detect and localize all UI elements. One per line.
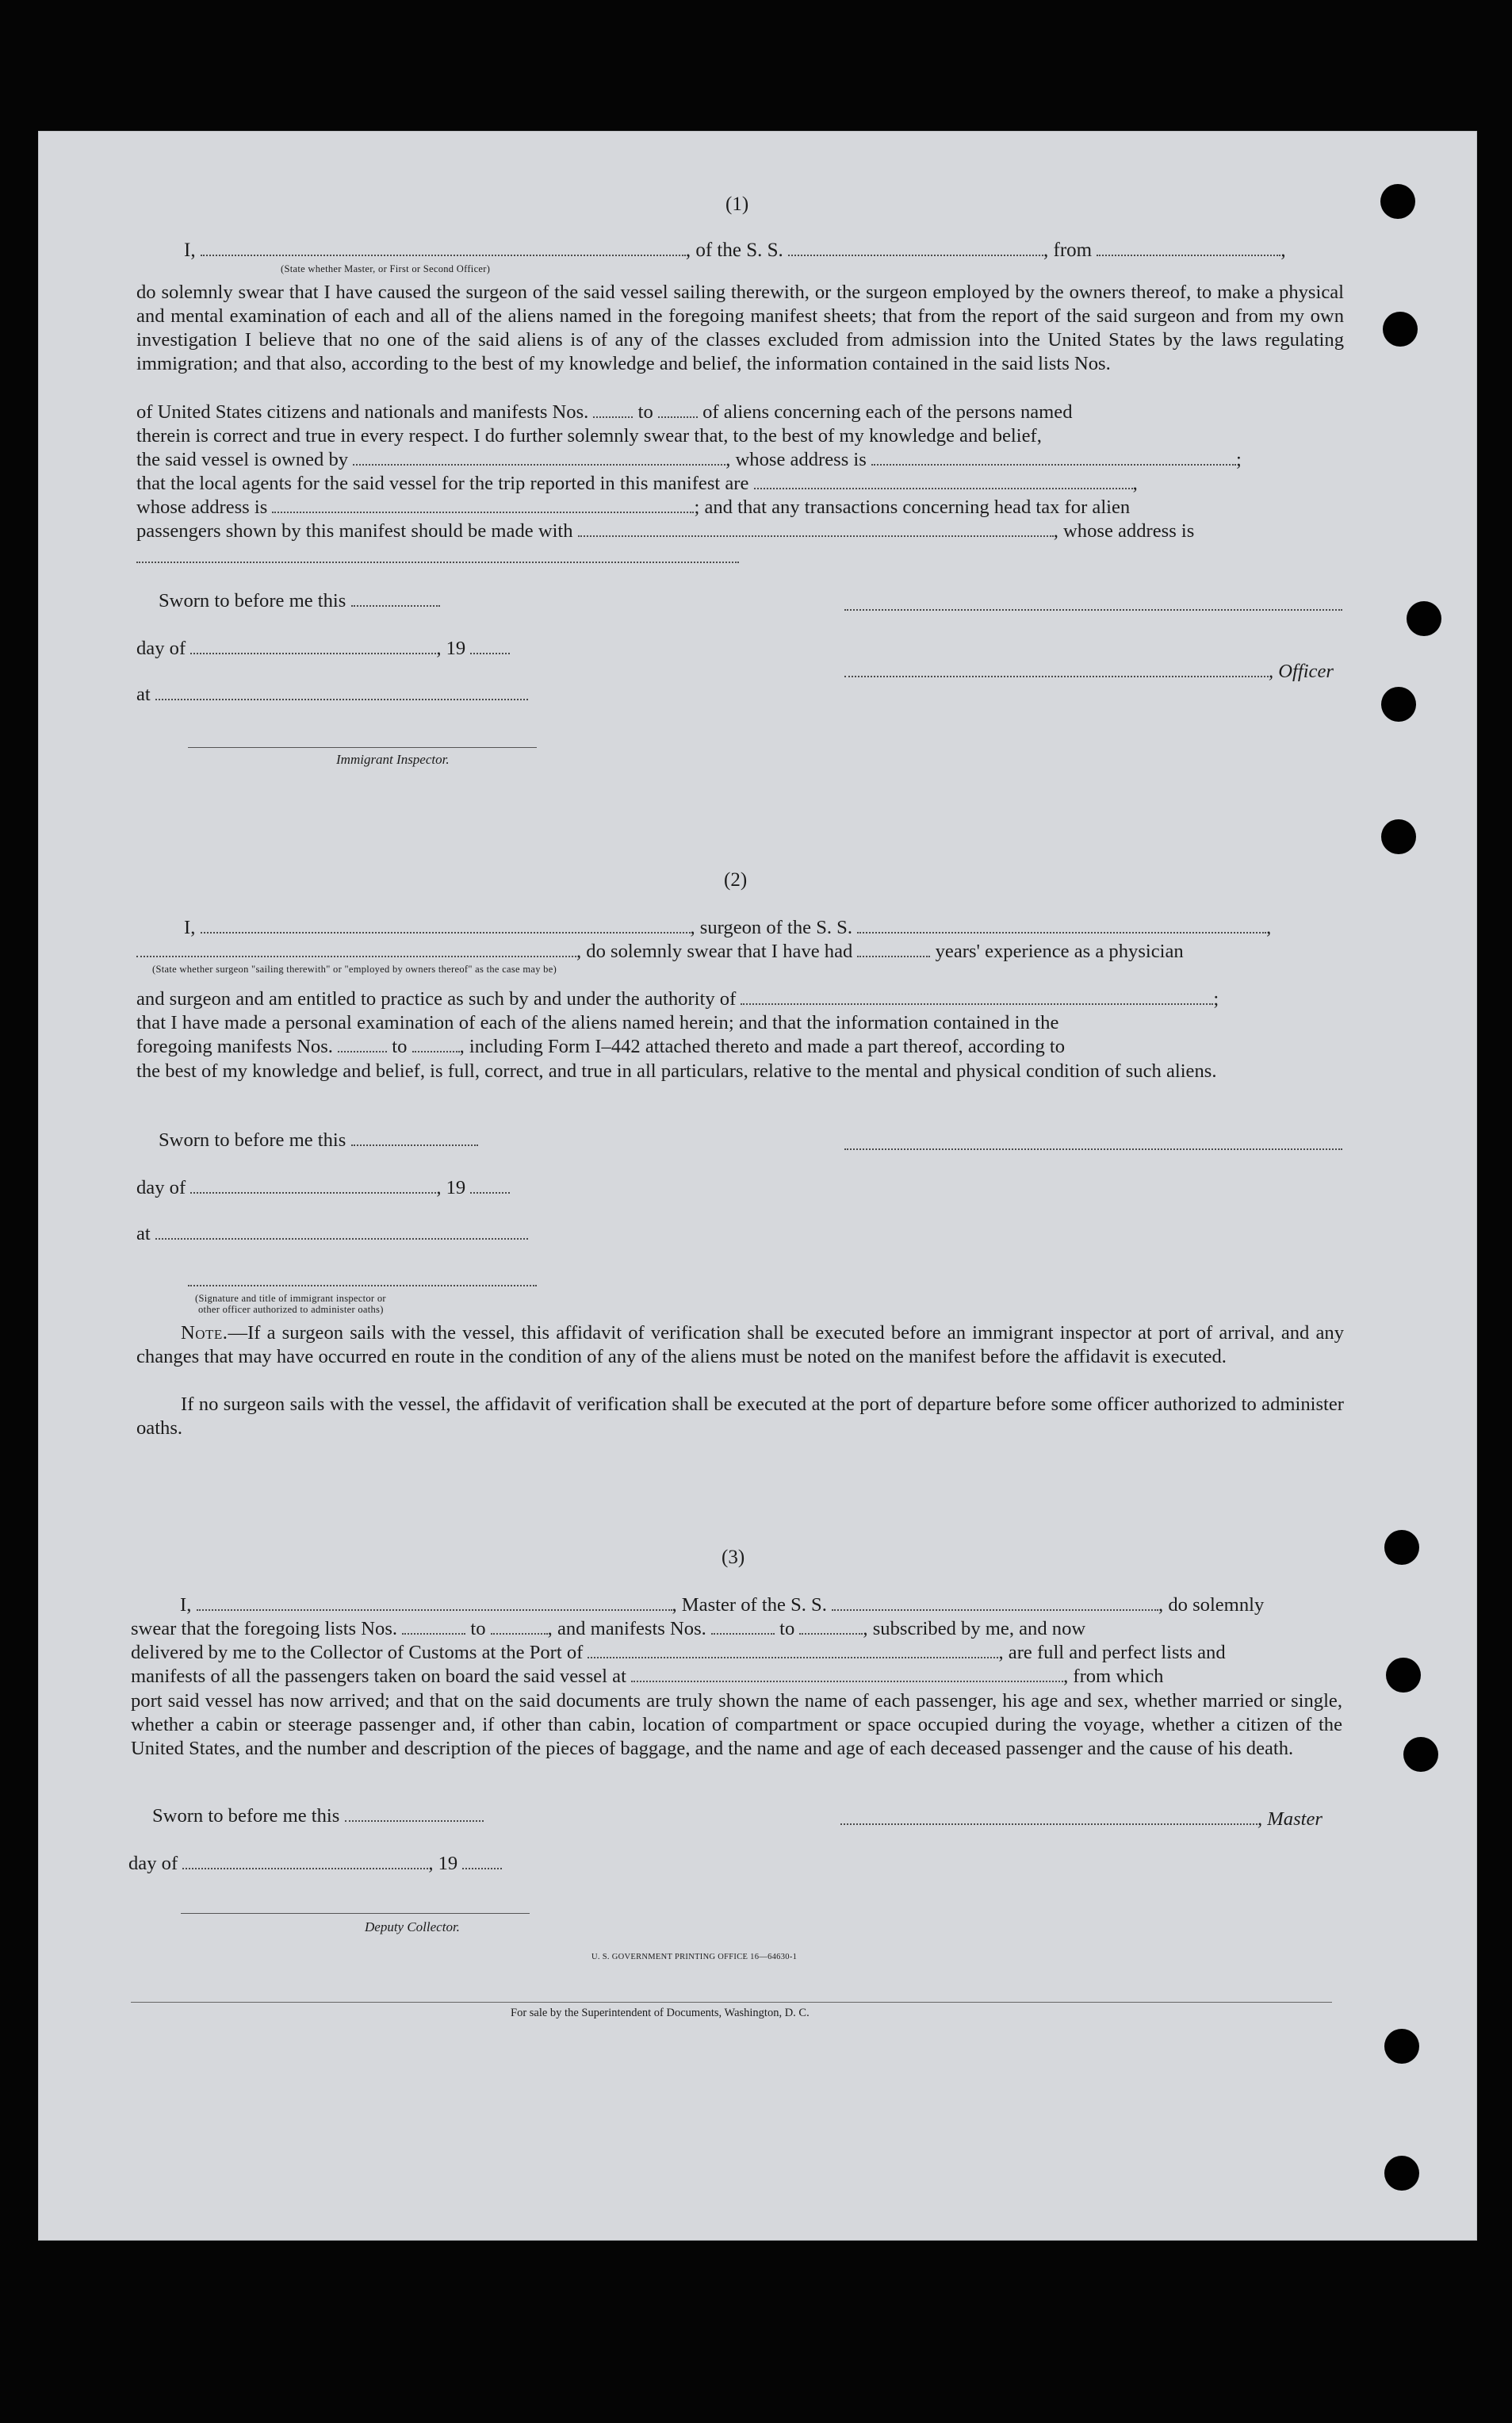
officer-label: , Officer — [1269, 661, 1334, 682]
arrival-port-field[interactable] — [588, 1657, 998, 1658]
examination-line: that I have made a personal examination of each of the aliens named herein; and that the information contained in the — [136, 1012, 1059, 1033]
to-label: to — [779, 1618, 795, 1639]
swear-label: , do solemnly swear that I have had — [576, 941, 853, 962]
to-label: to — [637, 401, 653, 423]
section-3-boarded-line — [131, 1666, 1163, 1688]
sworn-label: Sworn to before me this — [159, 590, 346, 612]
note-label: Note. — [181, 1322, 228, 1344]
owned-by-label: the said vessel is owned by — [136, 449, 349, 470]
belief-text: the best of my knowledge and belief, is full, correct, and true in all particulars, relative to the mental and physical condition of such aliens. — [136, 1060, 1217, 1082]
month-field[interactable] — [190, 653, 436, 654]
sworn-day-field-2[interactable] — [351, 1144, 478, 1146]
surgeon-of-label: , surgeon of the S. S. — [690, 917, 852, 938]
section-3-opening-line — [180, 1594, 1264, 1616]
head-tax-contact-field[interactable] — [578, 535, 1054, 537]
punch-hole — [1384, 2029, 1419, 2064]
inspector-signature-line[interactable] — [188, 747, 537, 748]
manifests-line — [136, 1036, 1065, 1058]
surgeon-signature-line[interactable] — [844, 1148, 1342, 1150]
section-3-paragraph — [131, 1689, 1342, 1761]
day-of-line-1 — [136, 638, 510, 660]
at-label: at — [136, 684, 151, 705]
whose-address-label: whose address is — [136, 496, 268, 518]
agents-address-field[interactable] — [272, 512, 694, 513]
punch-hole — [1381, 687, 1416, 722]
sworn-line-2 — [159, 1129, 478, 1152]
section-3-number: (3) — [722, 1547, 745, 1568]
semicolon: ; — [1213, 988, 1219, 1010]
manifest-no-to-field[interactable] — [658, 416, 698, 418]
authority-line — [136, 988, 1219, 1010]
day-of-label: day of — [136, 638, 186, 659]
signature-caption-1: (Signature and title of immigrant inspector or — [195, 1293, 386, 1304]
section-2-opening-line — [184, 917, 1271, 939]
sworn-day-field-3[interactable] — [345, 1820, 484, 1822]
years-experience-field[interactable] — [857, 956, 930, 957]
to-label: to — [392, 1036, 408, 1057]
citizens-label: of United States citizens and nationals and manifests Nos. — [136, 401, 589, 423]
manifest-from-field-2[interactable] — [338, 1051, 387, 1052]
manifest-no-from-field[interactable] — [593, 416, 633, 418]
year-label: , 19 — [436, 1177, 466, 1198]
at-label: at — [136, 1223, 151, 1244]
lists-to-field-3[interactable] — [491, 1633, 548, 1635]
boarding-port-field[interactable] — [631, 1681, 1063, 1682]
year-label: , 19 — [428, 1853, 458, 1874]
lists-label: swear that the foregoing lists Nos. — [131, 1618, 398, 1639]
agents-address-line — [136, 496, 1130, 519]
sworn-line-3 — [152, 1805, 484, 1827]
punch-hole — [1407, 601, 1441, 636]
place-field-2[interactable] — [155, 1238, 528, 1240]
belief-paragraph — [136, 1060, 1344, 1083]
master-name-field[interactable] — [201, 255, 686, 256]
whose-address-label: , whose address is — [725, 449, 867, 470]
section-1-paragraph — [136, 281, 1344, 376]
i-label: I, — [184, 917, 196, 938]
punch-hole — [1384, 2156, 1419, 2191]
administering-officer-signature-line[interactable] — [188, 1285, 537, 1286]
agents-field[interactable] — [754, 488, 1133, 489]
section-3-lists-line — [131, 1618, 1085, 1640]
from-which-label: , from which — [1063, 1666, 1164, 1687]
from-label: , from — [1043, 240, 1093, 261]
aliens-label: of aliens concerning each of the persons named — [702, 401, 1073, 423]
printing-office-label: U. S. GOVERNMENT PRINTING OFFICE 16—64630-1 — [591, 1953, 798, 1961]
section-2-number: (2) — [724, 869, 748, 891]
comma: , — [1132, 473, 1138, 494]
punch-hole — [1383, 312, 1418, 347]
day-of-label: day of — [136, 1177, 186, 1198]
officer-signature-field[interactable] — [844, 676, 1269, 677]
punch-hole — [1380, 184, 1415, 219]
officer-signature-line-1[interactable] — [844, 609, 1342, 611]
note-second-paragraph — [136, 1393, 1344, 1440]
master-signature-line — [840, 1808, 1323, 1831]
comma: , — [1266, 917, 1272, 938]
punch-hole — [1403, 1737, 1438, 1772]
do-solemnly-label: , do solemnly — [1158, 1594, 1265, 1616]
day-of-label: day of — [128, 1853, 178, 1874]
master-of-label: , Master of the S. S. — [672, 1594, 827, 1616]
vessel-name-field-3[interactable] — [832, 1609, 1158, 1611]
deputy-collector-signature-line[interactable] — [181, 1913, 530, 1914]
surgeon-name-field[interactable] — [201, 932, 691, 934]
for-sale-label: For sale by the Superintendent of Documents, Washington, D. C. — [511, 2007, 810, 2019]
month-field-2[interactable] — [190, 1192, 436, 1194]
head-tax-address-field[interactable] — [136, 562, 739, 563]
vessel-name-field-2[interactable] — [857, 932, 1266, 934]
authority-label: and surgeon and am entitled to practice as such by and under the authority of — [136, 988, 737, 1010]
i-label: I, — [184, 240, 196, 261]
day-of-line-2 — [136, 1177, 510, 1199]
footer-divider — [131, 2002, 1332, 2003]
manifests-from-field-3[interactable] — [711, 1633, 775, 1635]
of-ss-label: , of the S. S. — [685, 240, 783, 261]
surgeon-type-field[interactable] — [136, 956, 576, 957]
year-field-3[interactable] — [462, 1868, 502, 1869]
day-of-line-3 — [128, 1853, 502, 1875]
passengers-label: passengers shown by this manifest should be made with — [136, 520, 573, 542]
section-3-port-line — [131, 1642, 1226, 1664]
owner-field[interactable] — [353, 464, 725, 466]
deputy-collector-label: Deputy Collector. — [365, 1919, 460, 1934]
month-field-3[interactable] — [182, 1868, 428, 1869]
officer-line — [844, 661, 1334, 683]
place-field[interactable] — [155, 699, 528, 700]
form-label: , including Form I–442 attached thereto and made a part thereof, according to — [459, 1036, 1066, 1057]
owner-address-field[interactable] — [871, 464, 1236, 466]
year-label: , 19 — [436, 638, 466, 659]
passengers-line — [136, 520, 1194, 542]
subscribed-label: , subscribed by me, and now — [863, 1618, 1086, 1639]
note-text: —If a surgeon sails with the vessel, this affidavit of verification shall be executed before an immigrant inspector at port of arrival, and any changes that may have occurred en route in the condition of any of the aliens must be noted on the manifest before the affidavit is executed. — [136, 1322, 1344, 1367]
at-line-2 — [136, 1223, 528, 1245]
master-signature-field[interactable] — [840, 1823, 1257, 1825]
section-1-line-7: therein is correct and true in every respect. I do further solemnly swear that, to the best of my knowledge and belief, — [136, 425, 1042, 447]
i-label: I, — [180, 1594, 192, 1616]
master-label: , Master — [1257, 1808, 1323, 1830]
departure-port-field[interactable] — [1097, 255, 1280, 256]
head-tax-label: ; and that any transactions concerning head tax for alien — [694, 496, 1131, 518]
surgeon-type-caption: (State whether surgeon "sailing therewith" or "employed by owners thereof" as the case may be) — [152, 964, 557, 975]
immigrant-inspector-label: Immigrant Inspector. — [336, 752, 450, 767]
section-1-body: do solemnly swear that I have caused the surgeon of the said vessel sailing therewith, or the surgeon employed by the owners thereof, to make a physical and mental examination of each and all of the aliens named in the foregoing manifest sheets; that from the report of the said surgeon and from my own investigation I believe that no one of the said aliens is of any of the classes excluded from admission into the United States by the laws regulating immigration; and that also, according to the best of my knowledge and belief, the information contained in the said lists Nos. — [136, 282, 1344, 374]
to-label: to — [470, 1618, 486, 1639]
agents-label: that the local agents for the said vessel for the trip reported in this manifest are — [136, 473, 749, 494]
master-name-field-3[interactable] — [197, 1609, 672, 1611]
sworn-label: Sworn to before me this — [159, 1129, 346, 1151]
lists-from-field-3[interactable] — [402, 1633, 465, 1635]
section-2-swear-line — [136, 941, 1184, 963]
section-3-body: port said vessel has now arrived; and that on the said documents are truly shown the name of each passenger, his age and sex, whether married or single, whether a cabin or steerage passenger and, if other than cabin, location of compartment or space occupied during the voyage, whether a citizen of the United States, and the number and description of the pieces of baggage, and the name and age of each deceased passenger and the cause of his death. — [131, 1690, 1342, 1759]
manifests-label: foregoing manifests Nos. — [136, 1036, 333, 1057]
years-label: years' experience as a physician — [935, 941, 1184, 962]
manifests-to-field-3[interactable] — [799, 1633, 863, 1635]
boarded-label: manifests of all the passengers taken on board the said vessel at — [131, 1666, 626, 1687]
year-field-2[interactable] — [470, 1192, 510, 1194]
sworn-day-field[interactable] — [351, 605, 440, 607]
note-second-text: If no surgeon sails with the vessel, the affidavit of verification shall be executed at the port of departure before some officer authorized to administer oaths. — [136, 1394, 1344, 1439]
year-field[interactable] — [470, 653, 510, 654]
section-1-number: (1) — [725, 194, 749, 215]
note-paragraph — [136, 1321, 1344, 1369]
port-label: delivered by me to the Collector of Customs at the Port of — [131, 1642, 584, 1663]
signature-caption-2: other officer authorized to administer oaths) — [198, 1304, 384, 1315]
owner-line — [136, 449, 1242, 471]
vessel-name-field[interactable] — [788, 255, 1043, 256]
agents-line — [136, 473, 1138, 495]
master-caption: (State whether Master, or First or Second Officer) — [281, 263, 491, 274]
lists-perfect-label: , are full and perfect lists and — [998, 1642, 1226, 1663]
punch-hole — [1386, 1658, 1421, 1693]
punch-hole — [1384, 1530, 1419, 1565]
sworn-line-1 — [159, 590, 440, 612]
and-manifests-label: , and manifests Nos. — [547, 1618, 706, 1639]
whose-address-label: , whose address is — [1053, 520, 1195, 542]
sworn-label: Sworn to before me this — [152, 1805, 340, 1827]
authority-field[interactable] — [741, 1003, 1213, 1005]
citizens-line — [136, 401, 1073, 424]
manifest-to-field-2[interactable] — [412, 1051, 460, 1052]
semicolon: ; — [1236, 449, 1242, 470]
section-1-opening-line — [184, 240, 1286, 262]
comma: , — [1280, 240, 1286, 261]
punch-hole — [1381, 819, 1416, 854]
at-line-1 — [136, 684, 528, 706]
